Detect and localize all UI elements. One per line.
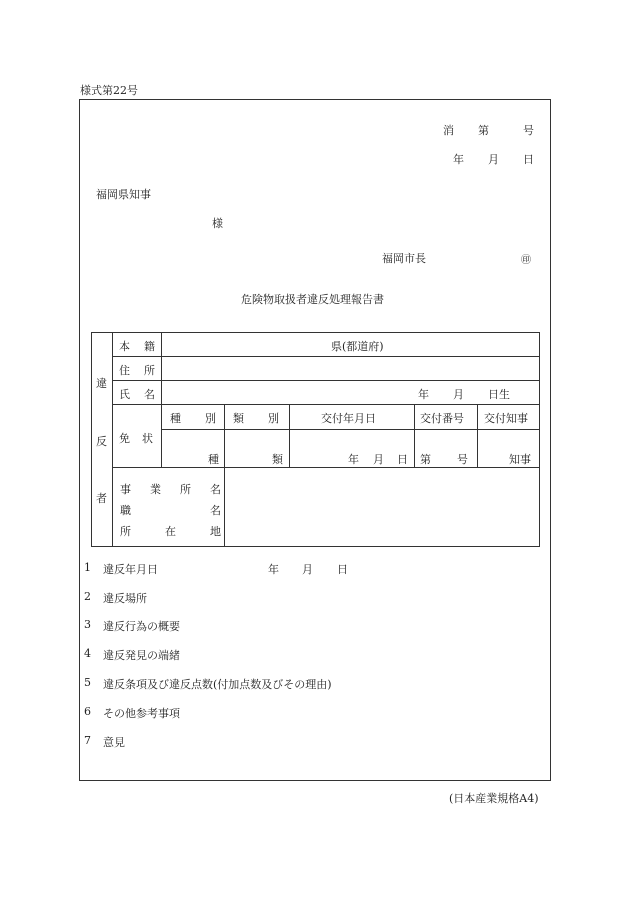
hdr-shubetsu-1: 種 (170, 412, 181, 425)
val-chiji: 知事 (509, 453, 531, 466)
val-no-dai: 第 (420, 453, 431, 466)
hdr-rui-2: 別 (268, 412, 279, 425)
jusho-label-1: 住 (119, 364, 130, 377)
date-year: 年 (453, 153, 464, 166)
hdr-rui-1: 類 (233, 412, 244, 425)
shoku-2: 名 (210, 504, 221, 517)
doc-no-sho: 消 (443, 124, 454, 137)
jusho-label-2: 所 (144, 364, 155, 377)
item-1-day: 日 (337, 563, 348, 576)
birth-year: 年 (418, 388, 429, 401)
jigyo-2: 業 (150, 483, 161, 496)
page-title: 危険物取扱者違反処理報告書 (241, 293, 384, 306)
val-date-day: 日 (397, 453, 408, 466)
item-1-month: 月 (302, 563, 313, 576)
menjo-label-1: 免 (119, 432, 130, 445)
item-3-text: 違反行為の概要 (103, 620, 180, 633)
doc-no-go: 号 (523, 124, 534, 137)
item-1-num: 1 (84, 561, 91, 574)
side-label-i: 違 (96, 377, 107, 390)
shimei-label-2: 名 (144, 388, 155, 401)
form-number: 様式第22号 (80, 84, 138, 97)
item-1-year: 年 (268, 563, 279, 576)
shimei-label-1: 氏 (119, 388, 130, 401)
item-3-num: 3 (84, 618, 91, 631)
item-2-text: 違反場所 (103, 592, 147, 605)
jigyo-4: 名 (210, 483, 221, 496)
addressee: 福岡県知事 (96, 188, 151, 201)
item-2-num: 2 (84, 590, 91, 603)
addressee-sama: 様 (212, 217, 223, 230)
birth-month: 月 (453, 388, 464, 401)
side-label-han: 反 (96, 435, 107, 448)
seal-mark: ㊞ (521, 255, 531, 266)
birth-day: 日生 (488, 388, 510, 401)
date-day: 日 (523, 153, 534, 166)
side-label-sha: 者 (96, 492, 107, 505)
hdr-kofu-date: 交付年月日 (321, 412, 376, 425)
jigyo-3: 所 (180, 483, 191, 496)
item-4-text: 違反発見の端緒 (103, 649, 180, 662)
item-5-num: 5 (84, 676, 91, 689)
date-month: 月 (488, 153, 499, 166)
hdr-shubetsu-2: 別 (205, 412, 216, 425)
item-5-text: 違反条項及び違反点数(付加点数及びその理由) (103, 678, 332, 691)
item-6-text: その他参考事項 (103, 707, 180, 720)
jigyo-1: 事 (120, 483, 131, 496)
item-7-num: 7 (84, 734, 91, 747)
honseki-label-1: 本 (119, 340, 130, 353)
sender: 福岡市長 (382, 252, 426, 265)
item-1-text: 違反年月日 (103, 563, 158, 576)
doc-no-dai: 第 (478, 124, 489, 137)
honseki-value: 県(都道府) (331, 340, 384, 353)
val-shu: 種 (208, 453, 219, 466)
shozai-1: 所 (120, 525, 131, 538)
menjo-label-2: 状 (142, 432, 153, 445)
shozai-2: 在 (165, 525, 176, 538)
footer-note: (日本産業規格A4) (449, 792, 539, 805)
val-no-go: 号 (457, 453, 468, 466)
item-6-num: 6 (84, 705, 91, 718)
hdr-kofu-no: 交付番号 (420, 412, 464, 425)
hdr-kofu-chiji: 交付知事 (484, 412, 528, 425)
honseki-label-2: 籍 (144, 340, 155, 353)
item-4-num: 4 (84, 647, 91, 660)
shozai-3: 地 (210, 525, 221, 538)
shoku-1: 職 (120, 504, 131, 517)
val-rui: 類 (272, 453, 283, 466)
val-date-month: 月 (373, 453, 384, 466)
val-date-year: 年 (348, 453, 359, 466)
item-7-text: 意見 (103, 736, 125, 749)
